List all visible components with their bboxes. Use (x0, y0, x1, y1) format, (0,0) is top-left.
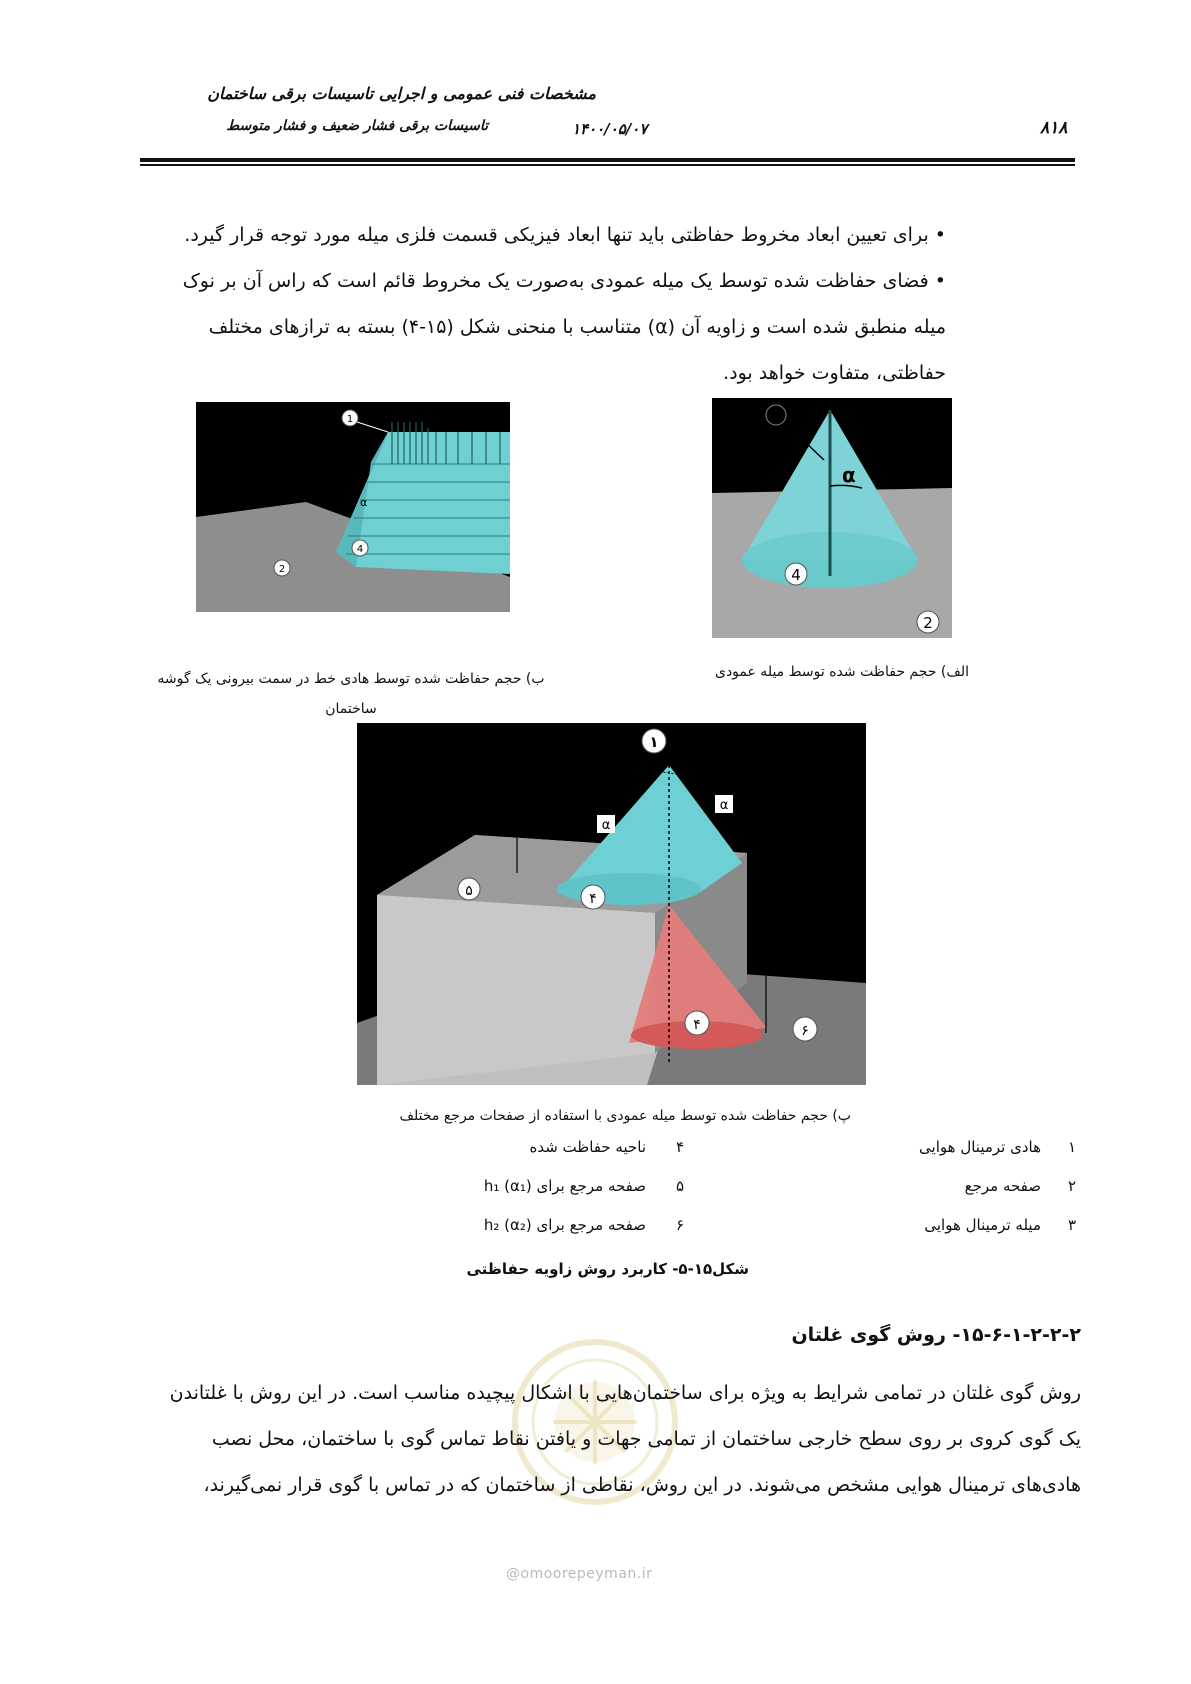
figure-a-caption: الف) حجم حفاظت شده توسط میله عمودی (714, 664, 969, 680)
figure-c-caption: پ) حجم حفاظت شده توسط میله عمودی با استفاده از صفحات مرجع مختلف (399, 1108, 851, 1124)
document-title: مشخصات فنی عمومی و اجرایی تاسیسات برقی ساختمان (207, 84, 596, 103)
legend-label: میله ترمینال هوایی (924, 1216, 1041, 1234)
figure-c-label-4a: ۴ (589, 891, 597, 907)
figure-c-label-alpha2: α (719, 798, 729, 813)
bullet-mark: • (934, 224, 946, 246)
section-text-line: روش گوی غلتان در تمامی شرایط به ویژه برای ساختمان‌هایی با اشکال پیچیده مناسب است. در این روش با غلتاندن (169, 1382, 1081, 1404)
figure-a-cone (712, 398, 952, 638)
figure-b-label-1: 1 (346, 414, 354, 425)
legend-label: صفحه مرجع برای h₂ (α₂) (483, 1216, 646, 1234)
figure-b-label-2: 2 (278, 564, 286, 575)
figure-c-label-4b: ۴ (693, 1017, 701, 1033)
legend-number: ۶ (676, 1216, 685, 1234)
header-rule-thin (140, 164, 1075, 166)
figure-b-label-alpha: α (360, 496, 368, 509)
figure-c-label-6: ۶ (801, 1023, 809, 1039)
legend-label: هادی ترمینال هوایی (919, 1138, 1041, 1156)
legend-label: صفحه مرجع (964, 1177, 1041, 1195)
section-text-line: یک گوی کروی بر روی سطح خارجی ساختمان از تمامی جهات و یافتن نقاط تماس گوی با ساختمان، محل نصب (211, 1428, 1081, 1450)
legend-number: ۵ (676, 1177, 685, 1195)
bullet-mark: • (934, 270, 946, 292)
legend-label: ناحیه حفاظت شده (529, 1138, 646, 1156)
bullet-text: حفاظتی، متفاوت خواهد بود. (723, 362, 946, 384)
figure-b-caption: ب) حجم حفاظت شده توسط هادی خط در سمت بیرونی یک گوشه ساختمان (157, 671, 545, 717)
figure-c-label-5: ۵ (465, 883, 473, 899)
legend-number: ۲ (1068, 1177, 1077, 1195)
figure-a-label-alpha: α (842, 463, 856, 487)
header-rule-thick (140, 158, 1075, 162)
legend-number: ۳ (1068, 1216, 1077, 1234)
legend-number: ۴ (676, 1138, 685, 1156)
section-heading: ۱۵-۶-۱-۲-۲-۲- روش گوی غلتان (791, 1324, 1081, 1346)
bullet-paragraph-1 (146, 212, 946, 258)
figure-c-reference-planes (357, 723, 866, 1085)
figure-c-drawing (357, 723, 866, 1085)
figure-b-drawing (196, 402, 510, 612)
bullet-text: فضای حفاظت شده توسط یک میله عمودی به‌صورت یک مخروط قائم است که راس آن بر نوک (182, 270, 929, 292)
bullet-paragraph-2 (146, 258, 946, 396)
watermark-text: @omoorepeyman.ir (506, 1566, 653, 1582)
section-paragraph (141, 1370, 1081, 1508)
document-date: ۱۴۰۰/۰۵/۰۷ (572, 120, 648, 138)
figure-a-label-2: 2 (923, 614, 933, 632)
bullet-text: برای تعیین ابعاد مخروط حفاظتی باید تنها ابعاد فیزیکی قسمت فلزی میله مورد توجه قرار گیرد. (184, 224, 929, 246)
figure-b-edge-conductor (196, 402, 510, 612)
legend-number: ۱ (1068, 1138, 1077, 1156)
page-number: ۸۱۸ (1040, 118, 1068, 138)
figure-b-label-4: 4 (356, 544, 364, 555)
document-subtitle: تاسیسات برقی فشار ضعیف و فشار متوسط (226, 118, 488, 134)
legend-label: صفحه مرجع برای h₁ (α₁) (483, 1177, 646, 1195)
bullet-text: میله منطبق شده است و زاویه آن (α) متناسب با منحنی شکل (۱۵-۴) بسته به ترازهای مختلف (208, 316, 946, 338)
section-text-line: هادی‌های ترمینال هوایی مشخص می‌شوند. در این روش، نقاطی از ساختمان که در تماس با گوی قرار نمی‌گیرند، (203, 1474, 1081, 1496)
figure-title: شکل۱۵-۵- کاربرد روش زاویه حفاظتی (466, 1260, 749, 1278)
figure-a-drawing (712, 398, 952, 638)
figure-c-label-alpha1: α (601, 818, 611, 833)
figure-a-label-4: 4 (791, 566, 801, 584)
figure-c-label-1: ۱ (649, 733, 659, 751)
